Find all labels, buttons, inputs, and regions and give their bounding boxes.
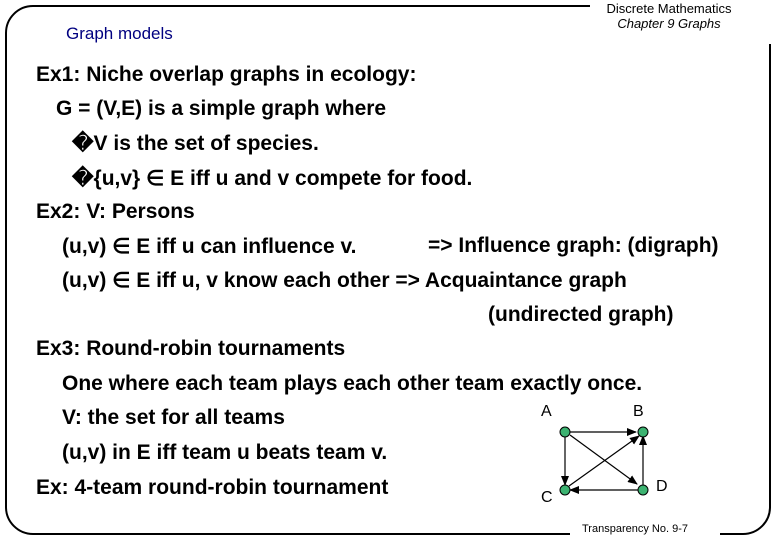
- text-line-13: Ex: 4-team round-robin tournament: [36, 476, 389, 499]
- course-name: Discrete Mathematics: [606, 1, 732, 16]
- text-line-10: One where each team plays each other team exactly once.: [62, 372, 643, 395]
- node-label-b: B: [633, 403, 644, 420]
- node-label-a: A: [541, 403, 552, 420]
- text-line-6b: => Influence graph: (digraph): [428, 234, 719, 257]
- text-line-2: G = (V,E) is a simple graph where: [56, 97, 387, 120]
- node-a: [560, 427, 570, 437]
- node-b: [638, 427, 648, 437]
- text-line-11: V: the set for all teams: [62, 406, 285, 429]
- node-label-d: D: [656, 478, 668, 495]
- text-line-4: �{u,v} ∈ E iff u and v compete for food.: [72, 167, 473, 190]
- text-line-6a: (u,v) ∈ E iff u can influence v.: [62, 235, 357, 258]
- chapter-name: Chapter 9 Graphs: [617, 16, 721, 31]
- section-title: Graph models: [66, 24, 173, 43]
- text-line-1: Ex1: Niche overlap graphs in ecology:: [36, 63, 417, 86]
- node-d: [638, 485, 648, 495]
- text-line-12: (u,v) in E iff team u beats team v.: [62, 441, 388, 464]
- edge-a-d: [570, 435, 637, 484]
- footer-text: Transparency No. 9-7: [582, 523, 688, 535]
- text-line-7: (u,v) ∈ E iff u, v know each other => Acquaintance graph: [62, 269, 627, 292]
- text-line-9: Ex3: Round-robin tournaments: [36, 337, 346, 360]
- node-c: [560, 485, 570, 495]
- node-label-c: C: [541, 489, 553, 506]
- course-title: [594, 1, 744, 31]
- tournament-graph: [540, 400, 680, 510]
- text-line-8: (undirected graph): [488, 303, 674, 326]
- text-line-5: Ex2: V: Persons: [36, 200, 195, 223]
- text-line-3: �V is the set of species.: [72, 132, 319, 155]
